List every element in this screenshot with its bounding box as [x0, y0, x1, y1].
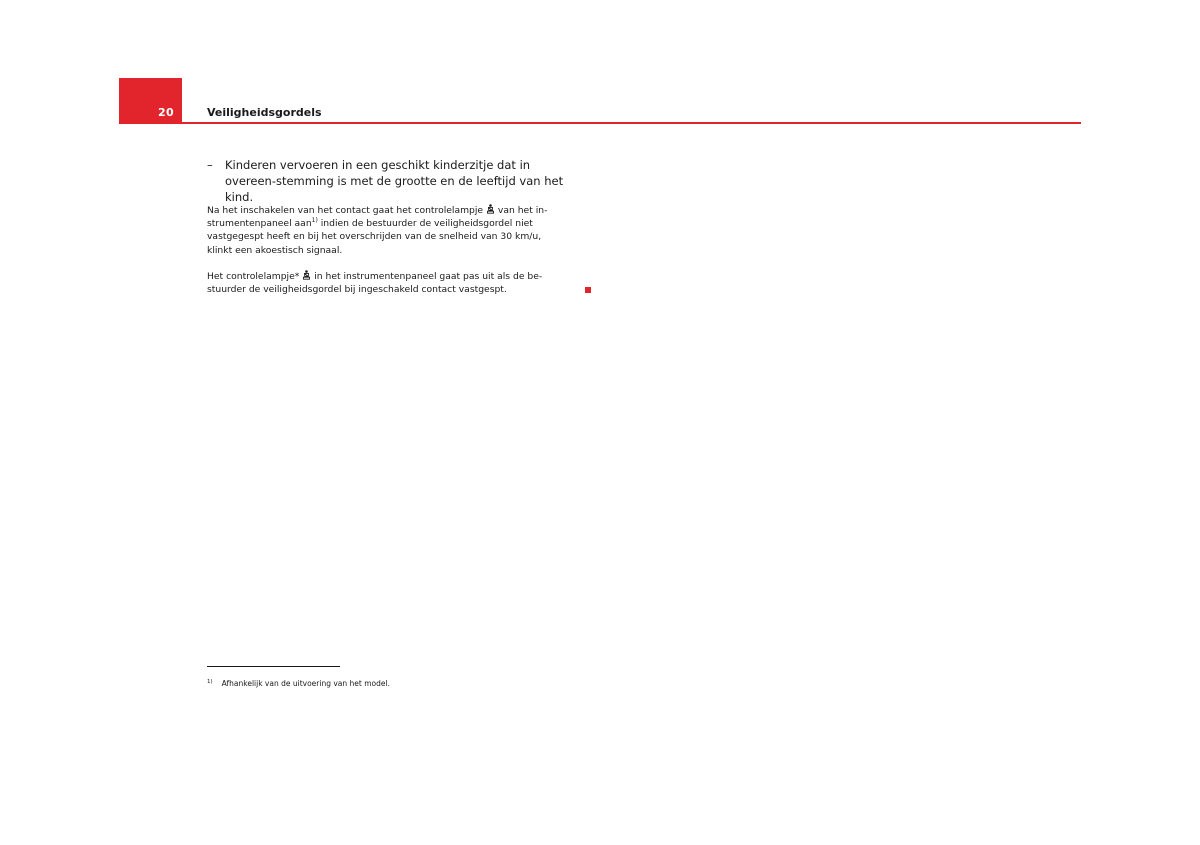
paragraph-text: in het instrumentenpaneel gaat pas uit als de be-stuurder de veiligheidsgordel bij ingeschakeld contact vastgespt.	[207, 271, 543, 296]
list-item-text: Kinderen vervoeren in een geschikt kinderzitje dat in overeen-stemming is met de grootte en de leeftijd van het kind.	[225, 158, 564, 204]
paragraph-text: van het in-strumentenpaneel aan	[207, 205, 548, 230]
footnote-mark: 1)	[207, 679, 213, 685]
chapter-title: Veiligheidsgordels	[207, 106, 322, 119]
paragraph-text: Het controlelampje*	[207, 271, 300, 282]
list-item	[207, 157, 582, 205]
footnote-text: Afhankelijk van de uitvoering van het model.	[221, 679, 390, 688]
seatbelt-warning-icon	[486, 204, 495, 214]
paragraph-seatbelt-warning	[207, 204, 569, 257]
footnote	[207, 677, 390, 689]
dash-bullet: –	[207, 158, 213, 172]
footnote-rule	[207, 666, 340, 667]
paragraph-text: Na het inschakelen van het contact gaat het controlelampje	[207, 205, 484, 216]
footnote-reference: 1)	[311, 217, 318, 225]
paragraph-text: indien de bestuurder de veiligheidsgordel niet vastgegespt heeft en bij het overschrijden van de snelheid van 30 km/u, klinkt een akoestisch signaal.	[207, 218, 542, 256]
header-rule	[119, 122, 1081, 124]
page-number: 20	[158, 106, 174, 119]
paragraph-lamp-off	[207, 270, 569, 296]
seatbelt-warning-icon	[302, 270, 311, 280]
section-end-marker	[585, 287, 591, 293]
